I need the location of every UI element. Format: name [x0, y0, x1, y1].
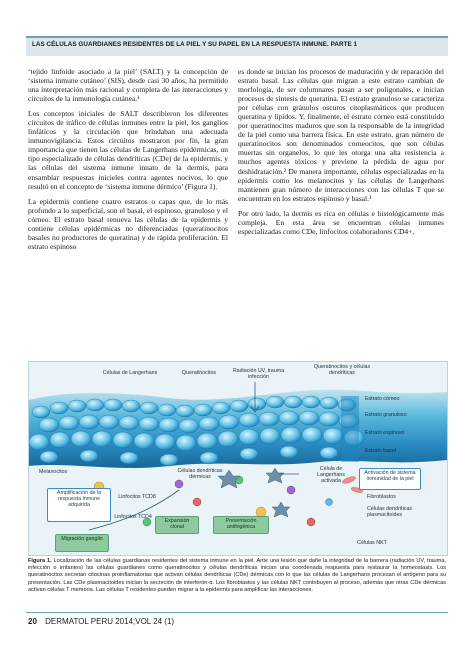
running-title: LAS CÉLULAS GUARDIANES RESIDENTES DE LA PIEL Y SU PAPEL EN LA RESPUESTA INMUNE. PARTE 1 — [32, 41, 358, 48]
label-langerhans: Células de Langerhans — [102, 370, 158, 376]
footer-rule — [26, 612, 448, 613]
journal-citation: DERMATOL PERU 2014;VOL 24 (1) — [45, 617, 175, 626]
paragraph: La epidermis contiene cuatro estratos o capas que, de lo más profundo a lo superficial, son el basal, el espinoso, granuloso y el córneo. El estrato basal renueva las células de la epidermis y contiene células epidérmicas no diferenciadas (queratinocitos basales no productores de queratina) y de rápida proliferación. El estrato espinoso — [28, 196, 228, 251]
paragraph: Por otro lado, la dermis es rica en células e histológicamente más compleja. En esta área se encuentran células inmunes especializadas como CDe, linfocitos colaboradores CD4+, — [238, 208, 444, 236]
label-radiacion: Radiación UV, trauma infección — [232, 368, 285, 380]
label-melanocitos: Melanocitos — [39, 469, 68, 475]
box-activacion: Activación de sistema inmunidad de la piel — [359, 468, 421, 490]
box-migracion: Migración ganglio — [55, 534, 109, 552]
left-column — [28, 67, 228, 257]
running-header — [26, 36, 448, 56]
label-queratinocitos-dendriticas: Queratinocitos y células dendríticas — [313, 364, 371, 376]
label-linfocitos-tcd8: Linfocitos TCD8 — [118, 494, 156, 500]
label-linfocitos-tcd4: Linfocitos TCD4 — [114, 514, 152, 520]
label-nkt: Células NKT — [357, 540, 387, 546]
paragraph: ‘tejido linfoide asociado a la piel’ (SALT) y la concepción de ‘sistema inmune cutáneo’ (SIS), desde casi 30 años, ha permitido una interpretación más racional y completa de las interacciones y circuitos de la inmunología cutánea.¹ — [28, 67, 228, 104]
caption-text: Localización de las células guardianas residentes del sistema inmune en la piel. Ante una lesión que dañe la integridad de la barrera (radiación UV, trauma, infección o irritantes) las células guardianes como queratinocitos y células dendríticas inician una coordenada respuesta para restaurar la homeostasis. Los queratinocitos secretan citocinas proinflamatorias que activan células dendríticas (CDe) dérmicas con lo que las células de Langerhans procesan el antígeno para su presentación. Las CDe plasmacitoides inician la secreción de interferón-α. Los fibroblastos y las células NKT contribuyen al proceso, además que otras CDe dérmicas activan células T memoria. Las células T residentes pueden migrar a la epidermis para amplificar las interacciones. — [28, 558, 446, 593]
box-amplificacion: Amplificación de la respuesta inmune adquirida — [47, 488, 111, 522]
label-estrato-corneo: Estrato córneo — [365, 396, 400, 402]
label-queratinocitos: Queratinocitos — [181, 370, 217, 376]
caption-label: Figura 1. — [28, 558, 52, 564]
label-estrato-espinoso: Estrato espinoso — [365, 430, 405, 436]
right-column — [238, 67, 444, 242]
label-estrato-basal: Estrato basal — [365, 448, 396, 454]
strata-panel — [341, 396, 359, 462]
page-number: 20 — [28, 617, 37, 626]
dendritic-cells — [218, 468, 290, 517]
label-cdp: Células dendríticas plasmacitoides — [367, 506, 413, 518]
box-presentacion: Presentación antihigénica — [213, 516, 269, 534]
paragraph: Los conceptos iniciales de SALT describieron los diferentes circuitos de tráfico de células inmunes entre la piel, los ganglios linfáticos y la circulación que brindaban una adecuada inmunovigilancia. Estos circuitos mostraron por fin, la gran importancia que tienen las células de Langerhans epidérmicas, un tipo especializado de células dendríticas (CDe) de la epidermis, y las células del sistema inmune innato de la dermis, para ensamblar respuestas inicieles contra agentes nocivos, lo que resultó en el concepto de ‘sistema inmune dérmico’ (Figura 1). — [28, 109, 228, 191]
box-expansion: Expansión clonal — [155, 516, 199, 534]
label-fibroblastos: Fibroblastos — [367, 494, 396, 500]
page-footer — [28, 617, 174, 626]
label-langerhans-activada: Célula de Langerhans activada — [317, 466, 345, 484]
label-dendriticas-dermicas: Células dendríticas dérmicas — [177, 468, 223, 480]
figure-caption — [28, 558, 446, 594]
paragraph: es donde se inician los procesos de maduración y de reparación del estrato basal. Las células que migran a este estrato cambian de morfología, de ser columnares pasan a ser poligonales, e inician procesos de síntesis de queratina. El estrato granuloso se caracteriza por células con gránulos oscuros citoplasmáticos que producen queratina y lípidos. Y, finalmente, el estrato córneo está constituido por queratinocitos maduros que son la responsable de la integridad de la piel como una barrera física. En este estrato, gran número de queratinocitos son denominados corneocitos, que son células muertas sin organelos, lo que les otorga una alta resistencia a muchos agentes tóxicos y previene la pérdida de agua por deshidratación.² De manera importante, células especializadas en la epidermis como los melanocitos y las células de Langerhans mantienen gran número de interacciones con las células T que se encuentran en los estratos espinoso y basal.³ — [238, 67, 444, 203]
label-estrato-granuloso: Estrato granuloso — [365, 412, 407, 418]
figure-skin-immune — [28, 361, 448, 556]
